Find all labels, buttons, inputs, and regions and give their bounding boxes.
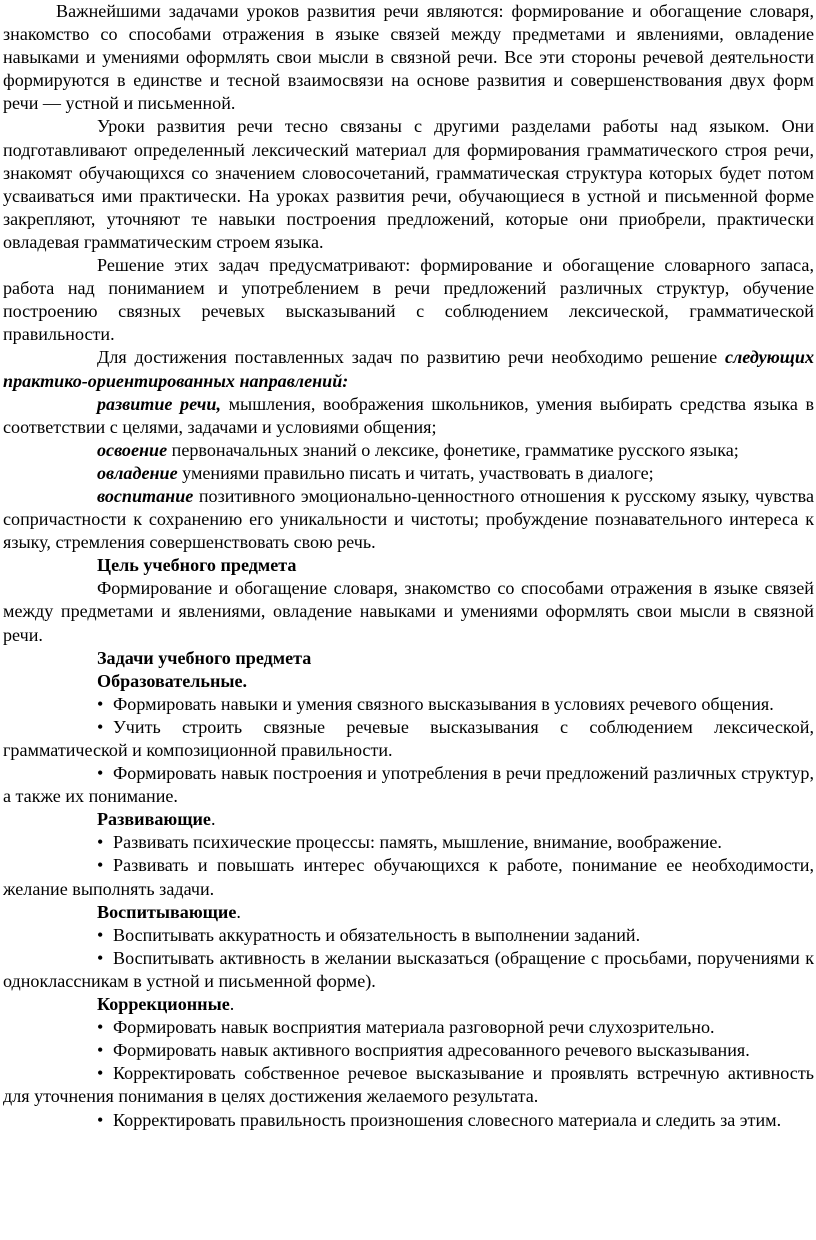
paragraph-solutions: Решение этих задач предусматривают: формирование и обогащение словарного запаса, работа над пониманием и употреблением в речи предложений различных структур, обучение построению связных речевых высказываний с соблюдением лексической, грамматической правильности. — [3, 255, 814, 345]
list-item-text: Формировать навыки и умения связного высказывания в условиях речевого общения. — [113, 693, 774, 714]
bullet-icon: • — [97, 832, 104, 853]
period: . — [210, 809, 216, 830]
bullet-icon: • — [97, 924, 104, 945]
list-item — [3, 831, 814, 854]
group-heading-correctional — [3, 993, 814, 1016]
list-item — [3, 924, 814, 947]
bullet-icon: • — [97, 693, 104, 714]
bullet-icon: • — [97, 1063, 104, 1084]
list-item-text: Формировать навык активного восприятия адресованного речевого высказывания. — [113, 1040, 750, 1061]
list-item-text: Развивать психические процессы: память, мышление, внимание, воображение. — [113, 832, 722, 853]
bullet-icon: • — [97, 763, 104, 784]
group-title: Коррекционные — [97, 994, 230, 1015]
list-item — [3, 947, 814, 993]
list-item-text: Корректировать правильность произношения словесного материала и следить за этим. — [113, 1109, 782, 1130]
list-item — [3, 716, 814, 762]
paragraph-directions-intro — [3, 346, 814, 392]
list-item-text: Учить строить связные речевые высказывания с соблюдением лексической, грамматической и композиционной правильности. — [3, 716, 814, 760]
direction-term: освоение — [97, 439, 168, 460]
list-item-text: Формировать навык восприятия материала разговорной речи слухозрительно. — [113, 1017, 715, 1038]
list-item-text: Развивать и повышать интерес обучающихся к работе, понимание ее необходимости, желание выполнять задачи. — [3, 855, 814, 899]
group-heading-educational: Образовательные. — [97, 670, 248, 691]
list-item — [3, 854, 814, 900]
direction-item — [3, 393, 814, 439]
list-item — [3, 1109, 814, 1132]
paragraph-intro: Важнейшими задачами уроков развития речи являются: формирование и обогащение словаря, знакомство со способами отражения в языке связей между предметами и явлениями, овладение навыками и умениями оформлять свои мысли в связной речи. Все эти стороны речевой деятельности формируются в единстве и тесной взаимосвязи на основе развития и совершенствования двух форм речи — устной и письменной. — [3, 1, 814, 114]
group-title: Развивающие — [97, 809, 211, 830]
bullet-icon: • — [97, 1017, 104, 1038]
direction-text: позитивного эмоционально-ценностного отношения к русскому языку, чувства сопричастности к сохранению его уникальности и чистоты; пробуждение познавательного интереса к языку, стремления совершенствовать свою речь. — [3, 485, 814, 553]
list-item — [3, 693, 814, 716]
bullet-icon: • — [97, 1040, 104, 1061]
list-item-text: Корректировать собственное речевое высказывание и проявлять встречную активность для уточнения понимания в целях достижения желаемого результата. — [3, 1063, 814, 1107]
goal-text: Формирование и обогащение словаря, знакомство со способами отражения в языке связей между предметами и явлениями, овладение навыками и умениями оформлять свои мысли в связной речи. — [3, 578, 814, 645]
direction-term: воспитание — [97, 485, 194, 506]
goal-heading: Цель учебного предмета — [97, 555, 297, 576]
group-title: Воспитывающие — [97, 901, 237, 922]
direction-item — [3, 462, 814, 485]
bullet-icon: • — [97, 1109, 104, 1130]
tasks-heading: Задачи учебного предмета — [97, 647, 312, 668]
bullet-icon: • — [97, 947, 104, 968]
direction-term: развитие речи, — [97, 393, 221, 414]
list-item-text: Воспитывать аккуратность и обязательность в выполнении заданий. — [113, 924, 641, 945]
directions-intro-text: Для достижения поставленных задач по развитию речи необходимо решение — [97, 347, 718, 368]
direction-item — [3, 439, 814, 462]
list-item-text: Воспитывать активность в желании высказаться (обращение с просьбами, поручениями к одноклассникам в устной и письменной форме). — [3, 947, 814, 991]
period: . — [236, 901, 241, 922]
paragraph-connections: Уроки развития речи тесно связаны с другими разделами работы над языком. Они подготавливают определенный лексический материал для формирования грамматического строя речи, знакомят обучающихся со значением словосочетаний, грамматическая структура которых будет потом усваиваться ими практически. На уроках развития речи, обучающиеся в устной и письменной форме закрепляют, уточняют те навыки построения предложений, которые они приобрели, практически овладевая грамматическим строем языка. — [3, 116, 814, 252]
list-item-text: Формировать навык построения и употребления в речи предложений различных структур, а также их понимание. — [3, 763, 814, 807]
list-item — [3, 1016, 814, 1039]
period: . — [229, 994, 235, 1015]
list-item — [3, 762, 814, 808]
direction-term: овладение — [97, 462, 178, 483]
direction-text: умениями правильно писать и читать, участвовать в диалоге; — [177, 462, 654, 483]
directions-intro-emphasis: следующих практико-ориентированных направлений: — [3, 347, 814, 391]
bullet-icon: • — [97, 716, 104, 737]
bullet-icon: • — [97, 855, 104, 876]
list-item — [3, 1039, 814, 1062]
direction-text: мышления, воображения школьников, умения выбирать средства языка в соответствии с целями, задачами и условиями общения; — [3, 393, 814, 437]
group-heading-developmental — [3, 808, 814, 831]
group-heading-upbringing — [3, 901, 814, 924]
list-item — [3, 1062, 814, 1108]
direction-text: первоначальных знаний о лексике, фонетике, грамматике русского языка; — [167, 439, 739, 460]
direction-item — [3, 485, 814, 554]
